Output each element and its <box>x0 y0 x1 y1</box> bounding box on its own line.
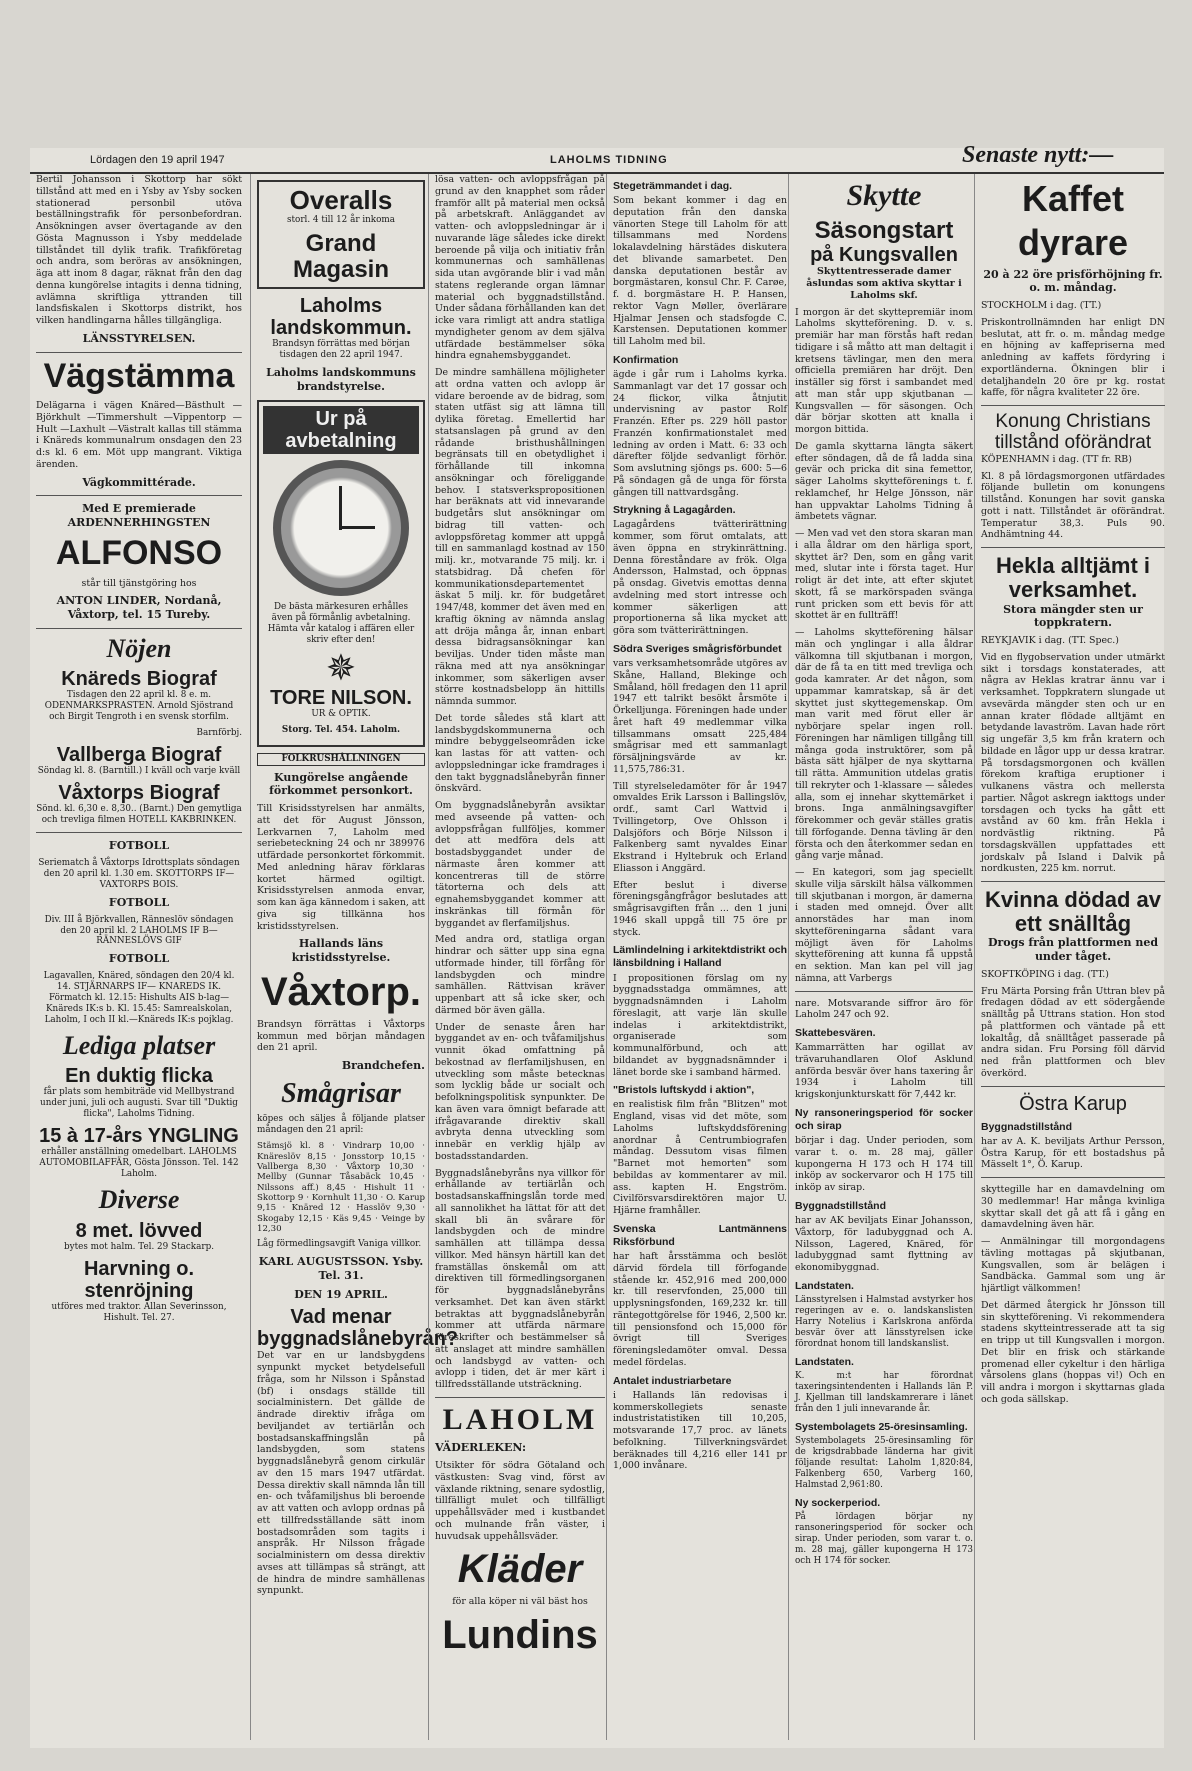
folk-signature: Hallands läns kristidsstyrelse. <box>291 937 391 965</box>
divider <box>36 352 242 353</box>
ostra-karup-heading: Östra Karup <box>1019 1092 1127 1115</box>
ransonering-heading: Ny ransoneringsperiod för socker och sirap <box>795 1106 973 1133</box>
harvning-text: utföres med traktor. Allan Severinsson, Hishult. Tel. 27. <box>51 1301 227 1323</box>
kvinna-subheading: Drogs från plattformen ned under tåget. <box>987 936 1159 964</box>
landskommun-signature: Laholms landskommuns brandstyrelse. <box>266 366 416 394</box>
column-4 <box>606 174 787 1740</box>
skytte-text-1: I morgon är det skyttepremiär inom Laholms skytteförening. D. v. s. premiär har man förstås haft redan tidigare i så måtto att man deltagit i kretsens tävlingar, men den mera officiella premiären har dröjt. Den inställer sig först i sambandet med att man står upp skjutbanan — Kungsvallen — för säsongen. Och där börjar skotten att knalla i morgon bittida. <box>795 306 973 436</box>
yngling-heading: 15 à 17-års YNGLING <box>39 1125 239 1148</box>
newspaper-name: LAHOLMS TIDNING <box>550 154 668 166</box>
knared-biograf-note: Barnförbj. <box>196 728 242 739</box>
article-text-4: Om byggnadslånebyrån avsiktar med avseende på vatten- och avloppsfrågan fullföljes, kommer det att medföra dels att bostadsbyggandet under de närmaste åren kommer att koncentreras till de större tätorterna och dels att egnahemsbyggandet kommer att inskränkas till förmån för byggandet av flerfamiljshus. <box>435 800 605 929</box>
column-5 <box>788 174 973 1740</box>
vagstamma-text: Delägarna i vägen Knäred—Bästhult —Björkhult —Timmershult —Vippentorp —Hult —Laxhult —Västralt kallas till stämma i Knäreds kommunalrum onsdagen den 23 d:s kl. 6 em. Möt upp mangrant. Viktiga ärenden. <box>36 400 242 470</box>
fotboll-3-text: Lagavallen, Knäred, söndagen den 20/4 kl. 14. STJÄRNARPS IF— KNAREDS IK. Förmatch kl. 12.15: Hishults AIS b-lag—Knäreds IK:s b. Kl. 15.45: Samrealskolan, Laholm, I och II kl.—Knäreds IK:s pojklag. <box>43 971 235 1026</box>
skytte-heading: Skytte <box>846 179 922 212</box>
diverse-heading: Diverse <box>98 1185 180 1215</box>
divider <box>981 1177 1165 1178</box>
skytte-continued-2: — Anmälningar till morgondagens tävling mottagas på skjutbanan, Kungsvallen, som är belägen i Sandbäcka. Gammal som ung är hjärtligt välkommen! <box>981 1236 1165 1294</box>
vagstamma-signature: Vägkommittérade. <box>82 475 196 489</box>
article-text-7: Byggnadslånebyråns nya villkor för erhållande av tertiärlån och bostadsanskaffningslån torde med all sannolikhet ha lättat för att det skall bli än svårare för landsbygden och de mindre samhällen att tillämpa dessa villkor. Med hänsyn härtill kan det framställas önskemål om att direktiven till förmedlingsorganen för byggnadslånebyråns verksamhet. Det kan även stärkt betraktas att byggnadslånebyrån kommer att utfärda närmare föreskrifter och bestämmelser så att anslaget att mindre samhällen och landsbygd av vatten- och avlopp i tiden, det är mer kärt i tillfredsställande utsträckning. <box>435 1167 605 1390</box>
ransonering-text: börjar i dag. Under perioden, som varar t. o. m. 28 maj, gäller kupongerna H 173 och H 174 till inköp av sockervaror och H 175 till inköp av sirap. <box>795 1135 973 1194</box>
vaxtorp-heading: Våxtorp. <box>260 969 422 1014</box>
vallberga-biograf-text: Söndag kl. 8. (Barntill.) I kväll och varje kväll <box>37 766 241 777</box>
tore-nilson-heading: TORE NILSON. <box>270 686 412 709</box>
sockerperiod-text: På lördagen börjar ny ransoneringsperiod för socker och sirap. Under perioden, som varar t. o. m. 28 maj, gäller kupongerna H 173 och H 174 för socker. <box>795 1512 973 1566</box>
stege-heading: Stegeträmmandet i dag. <box>613 180 733 192</box>
compass-star-icon: ✵ <box>325 647 357 689</box>
article-text-5: Med andra ord, statliga organ hindrar och sätter upp sina egna utformade hinder, till förfång för landsbygden och mindre samhällen. Rättvisan kräver uppenbart att så icke sker, och därmed bör även gälla. <box>435 934 605 1016</box>
fotboll-2-text: Div. III å Björkvallen, Ränneslöv söndagen den 20 april kl. 2 LAHOLMS IF B— RÄNNESLÖVS GIF <box>44 914 234 947</box>
lundins-heading: Lundins <box>442 1613 598 1657</box>
smagrisforbundet-text-3: Efter beslut i diverse föreningsgångfrågor beslutades att smågrisavgiften från ... den 1 juni 1946 skall uppgå till 75 öre pr styck. <box>613 879 787 938</box>
systembolaget-text: Systembolagets 25-öresinsamling för de krigsdrabbade länderna har givit följande resultat: Laholm 1,820:84, Falkenberg 650, Varberg 160, Halmstad 2,961:80. <box>795 1436 973 1490</box>
smagrisar-text: köpes och säljes å följande platser måndagen den 21 april: <box>257 1114 425 1136</box>
nojen-heading: Nöjen <box>106 633 172 663</box>
strykning-text: Lagagårdens tvätterirättning kommer, som förut omtalats, att även öppna en strykinrättning. Denna föreståndare av frök. Olga Andersson, Halmstad, och öppnas på onsdag. Givetvis emottas denna avdelning med stort intresse och kommer säkerligen att proportionerna så lika mycket att göra som tvätterirättningen. <box>613 519 787 637</box>
kaffet-subheading: 20 à 22 öre prisförhöjning fr. o. m. måndag. <box>983 267 1163 295</box>
skytte-subheading: Skyttentresserade damer åslundas som aktiva skyttar i Laholms skf. <box>806 265 962 301</box>
dyrare-heading: dyrare <box>1017 221 1129 263</box>
arkitektdistrikt-text: I propositionen förslag om ny byggnadsstadga ommämnes, att byggnadsnämnden i Laholm föreslagit, att varje län skulle indelas i arkitektdistrikt, organiserade som kommunalförbund, och att bildandet av byggnadsnämnder i länet borde ske i samband härmed. <box>613 972 787 1078</box>
article-text-1: lösa vatten- och avloppsfrågan på grund av den knapphet som råder framför allt på material men också på arbetskraft. Anläggandet av vatten- och avloppsledningar är i nuvarande läge således icke direkt beroende på vilja och initiativ från kommunernas och samhällenas sida utan avgörande blir i vad mån statens reglerande organ lämnar material och byggnadstillstånd. Under sådana förhållanden kan det icke vara rimligt att andra statliga myndigheter genom av dem själva utfärdade bestämmelser söka hindra egnahemsbyggandet. <box>435 174 605 362</box>
lantmannen-text: har haft årsstämma och beslöt därvid fördela till förfogande stående kr. 452,916 med 200,000 kr. till reservfonden, 25,000 till upplysningsfonden, 169,232 kr. till räntegottgörelse för 1946, 2,500 kr. till pensionsfond och 15,000 för övrigt till Sveriges föreningsledamöter omval. Dessa medel fördelas. <box>613 1251 787 1368</box>
skoftkoping-dateline: SKOFTKÖPING i dag. (TT.) <box>981 968 1109 980</box>
hekla-heading: Hekla alltjämt i verksamhet. <box>995 553 1151 603</box>
systembolaget-heading: Systembolagets 25-öresinsamling. <box>795 1420 968 1433</box>
divider <box>36 628 242 629</box>
column-1 <box>36 174 242 1740</box>
article-text-6: Under de senaste åren har byggandet av en- och tvåfamiljshus vunnit ökad omfattning på bekostnad av flerfamiljshusen, en utveckling som måste betecknas som lycklig både ur socialt och befolkningspolitisk synpunkter. De kan även vara ömnigt befarade att ifrågavarande direktiv skall avbryta denna utveckling som innebär en verklig hjälp av bostadsstandarden. <box>435 1021 605 1162</box>
luftskydd-heading: "Bristols luftskydd i aktion", <box>613 1084 755 1097</box>
kvinna-text: Fru Märta Porsing från Uttran blev på fredagen dödad av ett södergående snälltåg på Uttrans station. Hon stod på plattformen och väntade på ett lokaltåg, då snälltåget passerade på andra sidan. Fru Porsing föll därvid ned från plattformen och blev överkörd. <box>981 985 1165 1079</box>
knared-biograf-text: Tisdagen den 22 april kl. 8 e. m. ODENMARKSPRASTEN. Arnold Sjöstrand och Birgit Tengroth i en svensk storfilm. <box>44 690 234 723</box>
smagrisar-note: Låg förmedlingsavgift Vaniga villkor. <box>257 1239 422 1250</box>
fotboll-1-text: Seriematch å Våxtorps Idrottsplats söndagen den 20 april kl. 1.30 em. SKOTTORPS IF— VAXTORPS BOIS. <box>38 857 240 890</box>
luftskydd-text: en realistisk film från "Blitzen" mot England, visas vid det möte, som Laholms luftskyddsförening anordnar å Centrumbiografen måndag. Dessutom visas filmen "Barnet mot hemorten" som bebildas av kommentarer av mil. ass. kapten H. Engström. Civilförsvarsdirektören major U. Hjärne framhåller. <box>613 1099 787 1217</box>
kladder-text: för alla köper ni väl bäst hos <box>452 1596 588 1608</box>
laholm-heading: LAHOLM <box>442 1402 598 1436</box>
lovved-text: bytes mot halm. Tel. 29 Stackarp. <box>63 1241 214 1252</box>
smagrisar-list: Stämsjö kl. 8 · Vindrarp 10,00 · Knäreslöv 8,15 · Jonsstorp 10,15 · Vallberga 8,30 · Våxtorp 10,30 · Mellby (Gunnar Tåsabäck 10,45 · Nilssons aff.) 8,45 · Hishult 11 · Skottorp 9 · Kornhult 11,30 · O. Karup 9,15 · Knäred 12 · Hasslöv 9,30 · Skogaby 12,15 · Käs 9,45 · Veinge by 12,30 <box>257 1141 425 1234</box>
sockerperiod-heading: Ny sockerperiod. <box>795 1496 881 1509</box>
vaxtorp-text: Brandsyn förrättas i Våxtorps kommun med början måndagen den 21 april. <box>257 1018 425 1054</box>
laholm-figures: nare. Motsvarande siffror äro för Laholm 247 och 92. <box>795 997 973 1021</box>
folk-text: Till Krisidsstyrelsen har anmälts, att det för August Jönsson, Lerkvarnen 7, Laholm med seriebeteckning 24 och nr 389976 utfärdade personkortet förkommit. Med anledning härav förklaras kortet härmed ogiltigt. Krisidsstyrelsen anmoda envar, som kan äga kännedom i saken, att giva sig tillkänna hos kristidsstyrelsen. <box>257 803 425 932</box>
yngling-text: erhåller anställning omedelbart. LAHOLMS AUTOMOBILAFFÄR, Gösta Jönsson. Tel. 142 Laholm. <box>39 1147 239 1180</box>
smagrisforbundet-text-2: Till styrelseledamöter för år 1947 omvaldes Erik Larsson i Ballingslöv, ordf., samt Carl Wattvid i Tvillingetorp, Ove Ohlsson i Dalsjöfors och Börje Nilsson i Falkenberg samt nyvaldes Einar Ekstrand i Hyltebruk och Erland Eliasson i Anggärd. <box>613 780 787 874</box>
kaffet-heading: Kaffet <box>1021 178 1124 219</box>
smagrisforbundet-text: vars verksamhetsområde utgöres av Skåne, Halland, Blekinge och Småland, höll fredagen den 11 april 1947 ett talrikt besökt årsmöte i Örkelljunga. Föreningen hade under året haft 49 medlemmar vilka tillsammans omsatt 225,484 smågrisar med ett sammanlagt försäljningsvärde av kr. 11,575,786:31. <box>613 658 787 775</box>
vaderleken-heading: VÄDERLEKEN: <box>435 1441 527 1455</box>
lanebyran-heading: Vad menar byggnadslånebyrån? <box>257 1306 459 1351</box>
vaxtorp-biograf-text: Sönd. kl. 6,30 e. 8,30.. (Barnt.) Den gemytliga och trevliga filmen HOTELL KAKBRINKEN. <box>36 804 242 826</box>
karup-text: har av A. K. beviljats Arthur Persson, Östra Karup, för ett bostadshus på Mässelt 1°, Ö. Karup. <box>981 1135 1165 1171</box>
article-text-3: Det torde således stå klart att landsbygdskommunerna och mindre bebyggelseområden icke kan lastas för att vatten- och avloppsledningar icke framdrages i den takt byggnadslånebyrån finner önskvärd. <box>435 712 605 795</box>
divider <box>435 1397 605 1398</box>
divider <box>981 881 1165 882</box>
strykning-heading: Strykning å Lagagården. <box>613 504 736 517</box>
column-3 <box>428 174 605 1740</box>
lanebyran-text: Det var en ur landsbygdens synpunkt mycket betydelsefull fråga, som hr Nilsson i Spånstad (bf) i onsdags ställde till socialministern. Det gällde de ändrade direktiv ifråga om beviljandet av tertiärlån och bostadsanskaffningslån på landsbygden, som statens byggnadslånebyrå genom cirkulär av den 15 mars 1947 utfärdat. Dessa direktiv skall nämnda lån till en- och tvåfamiljshus bli beroende av att vatten och avlopp ordnas på ett tillfredsställande sätt inom bostadsområden som tagits i anspråk. Hr Nilsson frågade socialministern om dessa direktiv avses att tillämpas så strängt, att de hindra de mindre samhällenas synpunkt. <box>257 1350 425 1597</box>
divider <box>795 991 973 992</box>
newspaper-page <box>30 142 1165 1748</box>
tore-nilson-address: Storg. Tel. 454. Laholm. <box>281 724 401 735</box>
sasongstart-heading: Säsongstart <box>814 216 954 244</box>
kaffet-text: Priskontrollnämnden har enligt DN beslutat, att fr. o. m. måndag medge en höjning av kaffepriserna med anledning av kaffets fördyring i exportländerna. Ökningen blir i detaljhandeln 20 öre pr kg. rostat kaffe, för några kvaliteter 22 öre. <box>981 316 1165 399</box>
knared-biograf-heading: Knäreds Biograf <box>61 668 217 691</box>
arkitektdistrikt-heading: Lämlindelning i arkitektdistrikt och länsbildning i Halland <box>613 944 787 970</box>
skytte-continued-3: Det därmed återgick hr Jönsson till sin skytteförening. Vi rekommendera stadens skytteintresserade att ta sig en tripp ut till Kungsvallen i morgon. Det blir en frisk och stärkande promenad eller cykeltur i den härliga vårsolens glans (hoppas vi!) Och en vill andra i morgon i skyttarnas glada och goda sällskap. <box>981 1299 1165 1405</box>
industriarbetare-text: i Hallands län redovisas i kommerskollegiets senaste industristatistiken till 10,205, motsvarande 17,7 proc. av länets befolkning. Tillverkningsvärdet beräknades till 4,216 eller 141 pr 1,000 invånare. <box>613 1389 787 1472</box>
wristwatch-image <box>273 460 409 596</box>
industriarbetare-heading: Antalet industriarbetare <box>613 1374 732 1387</box>
divider <box>36 495 242 496</box>
kladder-heading: Kläder <box>457 1547 583 1592</box>
watch-ad-caption: De bästa märkesuren erhålles även på förmånlig avbetalning. Hämta vår katalog i affären eller skriv efter den! <box>267 601 415 645</box>
overalls-text: storl. 4 till 12 år inkoma <box>286 214 396 225</box>
skytte-text-4: — Laholms skytteförening hälsar män och ynglingar i alla åldrar välkomna till skjutbanan i morgon, där de få ta en titt med trevliga och goda kamrater. Ar det någon, som uppammar kamratskap, så är det skyttet just skyttegemenskap. Om man varit med förut eller är nybörjare spelar ingen roll. Föreningen har nämligen tillgång till många goda instruktörer, som på bästa sätt hjälper de nya skyttarna till rätta. Ammunition utdelas gratis till rekryter och 1-klassare — således alla, som ej innehar skyttemärket i brons. Inga anmälningsavgifter förekommer och gevär ställes gratis till förfogande. Denna tävling är den första och den återkommer sedan en gång varje månad. <box>795 627 973 862</box>
hekla-subheading: Stora mängder sten ur toppkratern. <box>1003 602 1143 630</box>
hekla-text: Vid en flygobservation under utmärkt sikt i torsdags konstaterades, att några av Heklas kratrar ännu var i verksamhet. Toppkratern slungade ut avsevärda mängder sten och ur en annan krater flödade alltjämt en betydande lavaström. Lavan hade rört sig ungefär 3,5 km från kratern och bildade en lågor upp ur dessa kratrar. På torsdagsmorgonen och kvällen förekom kraftiga eruptioner i vulkanens västra och mellersta partier. Något askregn iakttogs under torsdagen och tycks ha gått ett avstånd av 60 km. från Hekla i nordvästlig riktning. På torsdagskvällen uppfattades ett jordskalv på Island i Dalvik på nordkusten, 225 km. norrut. <box>981 651 1165 875</box>
skytte-text-5: — En kategori, som jag speciellt skulle vilja särskilt hälsa välkommen till skjutbanan i morgon, är damerna i staden med omnejd. Över allt annorstädes har man inom skytteföreningarna sådant vara möjligt även för Laholms skytteförening att kunna få uppstå en sektion. Man kan pel vill jag nämna, att Varbergs <box>795 867 973 984</box>
landstaten-2-heading: Landstaten. <box>795 1355 854 1368</box>
transport-notice: Bertil Johansson i Skottorp har sökt tillstånd att med en i Ysby av Ysby socken stationerad personbil utöva beställningstrafik för personbefordran. Ansökningen avser övertagande av den Gösta Magnusson i Ysby meddelade tillståndet till dylik trafik. Trafikföretag och andra, som beröras av ansökningen, äga att inom 8 dagar, räknat från den dag denna kungörelse intagits i denna tidning, avlämna skriftliga yttranden till landsfiskalen i Skottorps distrikt, hos vilken handlingarna hålles tillgängliga. <box>36 174 242 326</box>
alfonso-pre: Med E premierade ARDENNERHINGSTEN <box>67 502 211 530</box>
skattebesvar-heading: Skattebesvären. <box>795 1027 876 1040</box>
konung-text: Kl. 8 på lördagsmorgonen utfärdades följande bulletin om konungens tillstånd. Konungen har sovit ganska gott i natt. Tillståndet är oförändrat. Temperatur 38,3. Puls 90. Andhämtning 44. <box>981 470 1165 541</box>
divider <box>981 1086 1165 1087</box>
fotboll-1-heading: FOTBOLL <box>108 839 170 853</box>
folkhushallning-label: FOLKRUSHÅLLNINGEN <box>257 753 425 766</box>
divider <box>981 405 1165 406</box>
vallberga-biograf-heading: Vallberga Biograf <box>56 744 222 767</box>
landskommun-text: Brandsyn förrättas med början tisdagen den 22 april 1947. <box>272 339 410 361</box>
vaxtorp-signature: Brandchefen. <box>341 1059 425 1073</box>
kopenhamn-dateline: KÖPENHAMN i dag. (TT fr. RB) <box>981 453 1132 465</box>
landstaten-text: Länsstyrelsen i Halmstad avstyrker hos regeringen av e. o. landskanslisten Harry Notelius i Karlskrona anförda besvär över att länsstyrelsen icke förordnat honom till landskanslist. <box>795 1294 973 1349</box>
smagrisar-heading: Smågrisar <box>281 1077 401 1109</box>
lovved-heading: 8 met. lövved <box>75 1219 203 1242</box>
landstaten-heading: Landstaten. <box>795 1279 854 1292</box>
lantmannen-heading: Svenska Lantmännens Riksförbund <box>613 1222 787 1248</box>
stockholm-dateline: STOCKHOLM i dag. (TT.) <box>981 300 1102 312</box>
lediga-platser-heading: Lediga platser <box>62 1031 216 1061</box>
skattebesvar-text: Kammarrätten har ogillat av trävaruhandlaren Olof Asklund anförda besvär över hans taxering år 1934 i Laholm till krigskonjunkturskatt för 7,442 kr. <box>795 1042 973 1101</box>
konung-heading: Konung Christians tillstånd oförändrat <box>994 411 1152 453</box>
flicka-text: får plats som hembiträde vid Mellbystrand under juni, juli och augusti. Svar till "Duktig flicka", Laholms Tidning. <box>40 1087 238 1120</box>
issue-date: Lördagen den 19 april 1947 <box>90 154 225 166</box>
byggnadstillstand-text: har av AK beviljats Einar Johansson, Våxtorp, för ladubyggnad och A. Nilsson, Lagered, Knäred, för ladubyggnad samt flyttning av ekonomibyggnad. <box>795 1215 973 1274</box>
landskommun-heading: Laholms landskommun. <box>270 295 412 340</box>
divider <box>36 832 242 833</box>
column-6 <box>974 174 1165 1740</box>
skytte-text-2: De gamla skyttarna längta säkert efter söndagen, då de få ladda sina gevär och pricka dit sina femettor, säger Laholms skytteförenings t. f. reklamchef, hr Helge Jönsson, när han uppvaktar Laholms Tidning å ämbetets vägnar. <box>795 440 973 523</box>
vaxtorp-biograf-heading: Våxtorps Biograf <box>58 782 220 805</box>
byggnadstillstand-heading: Byggnadstillstånd <box>795 1199 887 1212</box>
latest-news-heading: Senaste nytt:— <box>962 142 1114 168</box>
tore-nilson-sub: UR & OPTIK. <box>311 708 371 719</box>
smagrisforbundet-heading: Södra Sveriges smågrisförbundet <box>613 642 782 655</box>
landstaten-2-text: K. m:t har förordnat taxeringsintendenten i Hallands län P. J. Kjellman till landskamrerare i länet från den 1 juli innevarande år. <box>795 1370 973 1414</box>
fotboll-3-heading: FOTBOLL <box>108 952 170 966</box>
den-19-april: DEN 19 APRIL. <box>294 1287 388 1301</box>
alfonso-heading: ALFONSO <box>55 533 223 572</box>
stege-text: Som bekant kommer i dag en deputation från den danska vänorten Stege till Laholm för att tillsammans med Nordens lokalavdelning härstädes diskutera det blivande samarbetet. Den danska deputationen består av borgmästaren, konsul Chr. F. Carøe, f. d. borgmästare H. P. Hansen, rektor Vagn Møller, överlärare Hjalmar Jensen och stadsfogde C. Karstensen. Deputationen kommer till Laholm med bil. <box>613 195 787 348</box>
notice-signature: LÄNSSTYRELSEN. <box>82 331 196 345</box>
alfonso-text: står till tjänstgöring hos <box>81 577 197 589</box>
article-text-2: De mindre samhällena möjligheter att ordna vatten och avlopp är vidare beroende av de bidrag, som staten utfäst sig att lämna till dylika företag. Emellertid har statsanslagen på grund av den rådande bristhushållningen begränsats till en obetydlighet i förhållande till inkomna ansökningar och föreliggande behov. I statsverkspropositionen har beräknats att vid innevarande budgetårs slut ansökningar om bidrag till vatten- och avloppsföretag kommer att uppgå till en sammanlagd kostnad av 150 milj. kr., motvarande 75 milj. kr. i statsbidrag. Då chefen för kommunikationsdepartementet äskat 5 milj. kr. för budgetåret 1947/48, kommer det även med en kraftig ökning av nämnda anslag att dröja många år, innan enbart dessa bidragsansökningar kan beviljas. Under tiden måste man räkna med att nya ansökningar inkommer, som säkerligen avser större kostnadsbelopp än hittills nämnda summor. <box>435 367 605 707</box>
flicka-heading: En duktig flicka <box>65 1065 213 1088</box>
overalls-heading: Overalls <box>289 185 393 215</box>
smagrisar-signature: KARL AUGUSTSSON. Ysby. Tel. 31. <box>258 1255 424 1282</box>
grand-magasin-heading: Grand Magasin <box>292 229 390 283</box>
watch-ad <box>257 400 425 747</box>
divider <box>981 547 1165 548</box>
folk-heading: Kungörelse angående förkommet personkort. <box>269 770 413 798</box>
vaderleken-text: Utsikter för södra Götaland och västkusten: Svag vind, först av växlande riktning, senare sydostlig, tillfälligt mulet och tillfälligt uppehållsväder med i kustbandet och mulnande från väster, i huvudsak uppehållsväder. <box>435 1460 605 1542</box>
page-header <box>30 142 1164 174</box>
column-2 <box>250 174 459 1740</box>
konfirmation-text: ägde i går rum i Laholms kyrka. Sammanlagt var det 17 gossar och 24 flickor, vilka åtnjutit undervisning av pastor Rolf Franzén. Efter ps. 229 höll pastor Franzén konfirmationstalet med ledning av orden i Matt. 6: 33 och därefter följde sedvanligt förhör. Som avslutning sjöngs ps. 600: 5—6 På söndagen gå de unga för första gången till nattvardsgång. <box>613 369 787 498</box>
konfirmation-heading: Konfirmation <box>613 353 679 366</box>
fotboll-2-heading: FOTBOLL <box>108 895 170 909</box>
harvning-heading: Harvning o. stenröjning <box>83 1257 194 1302</box>
karup-byggnadstillstand-heading: Byggnadstillstånd <box>981 1120 1073 1133</box>
vagstamma-heading: Vägstämma <box>43 356 235 395</box>
kungsvallen-heading: på Kungsvallen <box>810 243 958 266</box>
overalls-ad <box>257 180 425 289</box>
watch-ad-heading: Ur på avbetalning <box>263 406 419 454</box>
kvinna-heading: Kvinna dödad av ett snälltåg <box>984 887 1162 937</box>
alfonso-owner: ANTON LINDER, Nordanå, Våxtorp, tel. 15 Tureby. <box>56 594 222 622</box>
skytte-continued-1: skyttegille har en damavdelning om 30 medlemmar! Har många kvinliga skyttar skall det gå att få i gång en damavdelning även här. <box>981 1184 1165 1231</box>
reykjavik-dateline: REYKJAVIK i dag. (TT. Spec.) <box>981 635 1119 646</box>
skytte-text-3: — Men vad vet den stora skaran man i alla åldrar om den härliga sport, skyttet är? Den, som en gång varit med, slutar inte i första taget. Hur roligt är det inte, att efter skjutet skott, få se markörspaden svänga runt pricken som ett bevis för att skottet är en fullträff! <box>795 528 973 622</box>
